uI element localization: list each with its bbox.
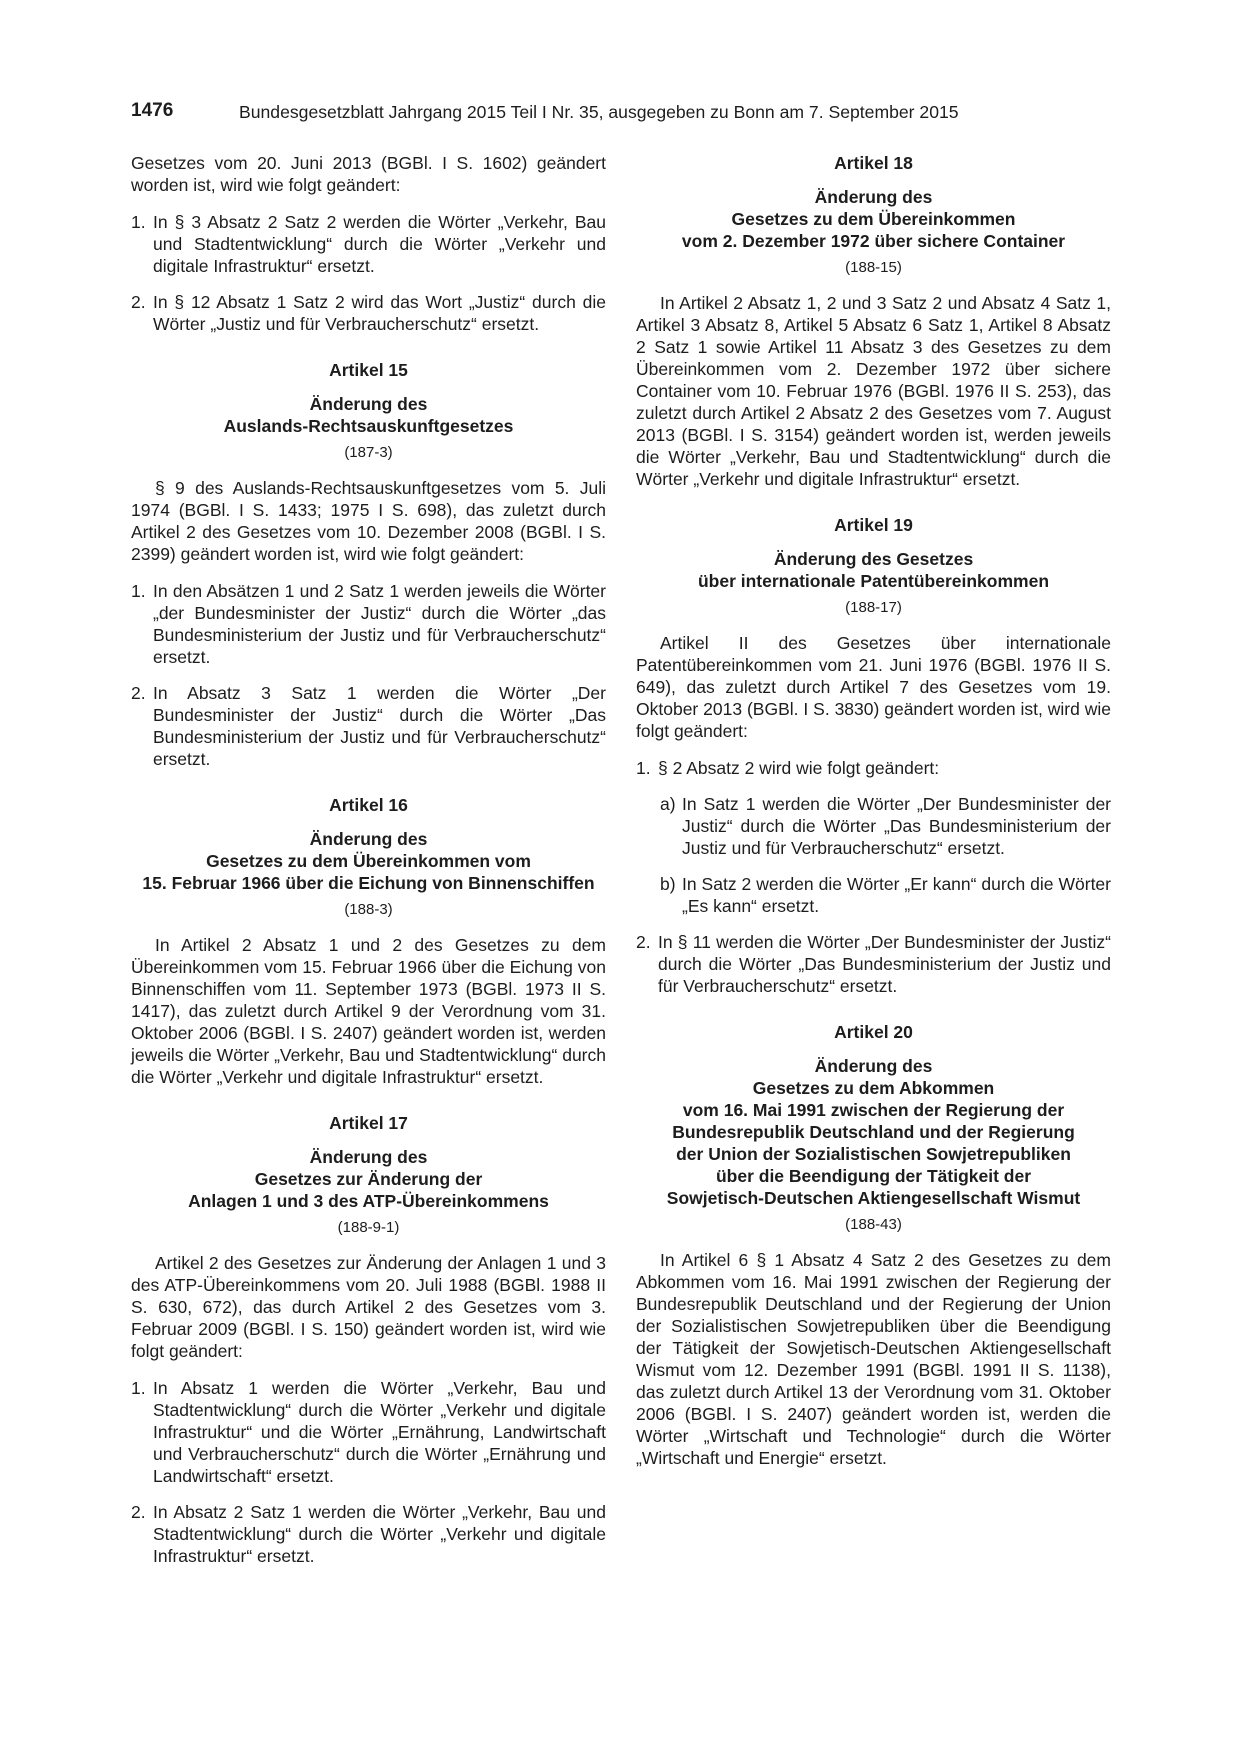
- article-title-line: Änderung des: [814, 187, 933, 207]
- article-title-line: Anlagen 1 und 3 des ATP-Übereinkommens: [188, 1191, 549, 1211]
- item-text: In § 12 Absatz 1 Satz 2 wird das Wort „Justiz“ durch die Wörter „Justiz und für Verbraucherschutz“ ersetzt.: [153, 292, 606, 334]
- item-number: 1.: [131, 581, 146, 601]
- item-text: In Absatz 2 Satz 1 werden die Wörter „Verkehr, Bau und Stadtentwicklung“ durch die Wörter „Verkehr und digitale Infrastruktur“ ersetzt.: [153, 1502, 606, 1566]
- item-text: In § 11 werden die Wörter „Der Bundesminister der Justiz“ durch die Wörter „Das Bundesministerium der Justiz und für Verbraucherschutz“ ersetzt.: [658, 932, 1111, 996]
- right-column: [636, 152, 1111, 1469]
- article-body: In Artikel 2 Absatz 1, 2 und 3 Satz 2 und Absatz 4 Satz 1, Artikel 3 Absatz 8, Artikel 5 Absatz 6 Satz 1, Artikel 8 Absatz 2 Satz 1 sowie Artikel 11 Absatz 3 des Gesetzes zu dem Übereinkommen vom 2. Dezember 1972 über sichere Container vom 10. Februar 1976 (BGBl. 1976 II S. 253), das zuletzt durch Artikel 2 Absatz 2 des Gesetzes vom 7. August 2013 (BGBl. I S. 3154) geändert worden ist, werden jeweils die Wörter „Verkehr, Bau und Stadtentwicklung“ durch die Wörter „Verkehr und digitale Infrastruktur“ ersetzt.: [636, 293, 1111, 489]
- article-label: Artikel 17: [329, 1113, 408, 1133]
- page-number: 1476: [131, 100, 174, 121]
- article-body: In Artikel 2 Absatz 1 und 2 des Gesetzes zu dem Übereinkommen vom 15. Februar 1966 über die Eichung von Binnenschiffen vom 11. September 1973 (BGBl. 1973 II S. 1417), das zuletzt durch Artikel 9 der Verordnung vom 31. Oktober 2006 (BGBl. I S. 2407) geändert worden ist, werden jeweils die Wörter „Verkehr, Bau und Stadtentwicklung“ durch die Wörter „Verkehr und digitale Infrastruktur“ ersetzt.: [131, 935, 606, 1087]
- list-item: [131, 1501, 606, 1567]
- list-item: [636, 931, 1111, 997]
- article-title-line: Änderung des: [309, 1147, 428, 1167]
- sub-item-letter: a): [660, 794, 676, 814]
- list-item: [131, 291, 606, 335]
- article-15: [131, 359, 606, 770]
- article-title-line: Gesetzes zu dem Übereinkommen vom: [206, 851, 531, 871]
- article-title-line: über internationale Patentübereinkommen: [697, 571, 1050, 591]
- item-number: 1.: [131, 212, 146, 232]
- article-title-line: vom 16. Mai 1991 zwischen der Regierung der: [682, 1100, 1065, 1120]
- item-number: 1.: [131, 1378, 146, 1398]
- article-body: § 9 des Auslands-Rechtsauskunftgesetzes vom 5. Juli 1974 (BGBl. I S. 1433; 1975 I S. 698), das zuletzt durch Artikel 2 des Gesetzes vom 10. Dezember 2008 (BGBl. I S. 2399) geändert worden ist, wird wie folgt geändert:: [131, 478, 606, 564]
- article-17: [131, 1112, 606, 1567]
- sub-item: [660, 793, 1111, 859]
- article-label: Artikel 19: [834, 515, 913, 535]
- item-text: In Absatz 3 Satz 1 werden die Wörter „Der Bundesminister der Justiz“ durch die Wörter „Das Bundesministerium der Justiz und für Verbraucherschutz“ ersetzt.: [153, 683, 606, 769]
- article-code: (188-15): [845, 259, 902, 276]
- article-title-line: Änderung des: [309, 394, 428, 414]
- article-18: [636, 152, 1111, 490]
- article-body: In Artikel 6 § 1 Absatz 4 Satz 2 des Gesetzes zu dem Abkommen vom 16. Mai 1991 zwischen der Regierung der Bundesrepublik Deutschland und der Regierung der Union der Sozialistischen Sowjetrepubliken über die Beendigung der Tätigkeit der Sowjetisch-Deutschen Aktiengesellschaft Wismut vom 12. Dezember 1991 (BGBl. 1991 II S. 1138), das zuletzt durch Artikel 13 der Verordnung vom 31. Oktober 2006 (BGBl. I S. 2407) geändert worden ist, werden die Wörter „Wirtschaft und Technologie“ durch die Wörter „Wirtschaft und Energie“ ersetzt.: [636, 1250, 1111, 1468]
- list-item: [131, 211, 606, 277]
- sub-item-text: In Satz 2 werden die Wörter „Er kann“ durch die Wörter „Es kann“ ersetzt.: [682, 874, 1111, 916]
- article-label: Artikel 20: [834, 1022, 913, 1042]
- article-title-line: Änderung des Gesetzes: [773, 549, 974, 569]
- article-label: Artikel 15: [329, 360, 408, 380]
- list-item: [636, 757, 1111, 779]
- list-item: [131, 682, 606, 770]
- article-title-line: Änderung des: [309, 829, 428, 849]
- article-20: [636, 1021, 1111, 1469]
- sub-item: [660, 873, 1111, 917]
- item-text: § 2 Absatz 2 wird wie folgt geändert:: [658, 758, 940, 778]
- article-title-line: über die Beendigung der Tätigkeit der: [715, 1166, 1032, 1186]
- sub-item-letter: b): [660, 874, 676, 894]
- article-code: (188-43): [845, 1216, 902, 1233]
- article-label: Artikel 16: [329, 795, 408, 815]
- article-title-line: vom 2. Dezember 1972 über sichere Container: [681, 231, 1066, 251]
- article-code: (188-9-1): [337, 1219, 400, 1236]
- header-title: Bundesgesetzblatt Jahrgang 2015 Teil I Nr. 35, ausgegeben zu Bonn am 7. September 2015: [239, 102, 959, 122]
- item-number: 1.: [636, 758, 651, 778]
- article-body: Artikel II des Gesetzes über internationale Patentübereinkommen vom 21. Juni 1976 (BGBl. 1976 II S. 649), das zuletzt durch Artikel 7 des Gesetzes vom 19. Oktober 2013 (BGBl. I S. 3830) geändert worden ist, wird wie folgt geändert:: [636, 633, 1111, 741]
- item-text: In den Absätzen 1 und 2 Satz 1 werden jeweils die Wörter „der Bundesminister der Justiz“ durch die Wörter „das Bundesministerium der Justiz und für Verbraucherschutz“ ersetzt.: [153, 581, 606, 667]
- article-title-line: 15. Februar 1966 über die Eichung von Binnenschiffen: [142, 873, 595, 893]
- item-number: 2.: [131, 292, 146, 312]
- article-code: (188-17): [845, 599, 902, 616]
- item-text: In § 3 Absatz 2 Satz 2 werden die Wörter „Verkehr, Bau und Stadtentwicklung“ durch die Wörter „Verkehr und digitale Infrastruktur“ ersetzt.: [153, 212, 606, 276]
- article-title-line: Gesetzes zu dem Übereinkommen: [731, 209, 1016, 229]
- article-16: [131, 794, 606, 1088]
- article-title-line: Sowjetisch-Deutschen Aktiengesellschaft Wismut: [666, 1188, 1081, 1208]
- list-item: [131, 580, 606, 668]
- intro-paragraph: Gesetzes vom 20. Juni 2013 (BGBl. I S. 1602) geändert worden ist, wird wie folgt geändert:: [131, 153, 606, 195]
- left-column: [131, 152, 606, 1581]
- article-title-line: Bundesrepublik Deutschland und der Regierung: [672, 1122, 1075, 1142]
- article-title-line: Auslands-Rechtsauskunftgesetzes: [223, 416, 514, 436]
- article-body: Artikel 2 des Gesetzes zur Änderung der Anlagen 1 und 3 des ATP-Übereinkommens vom 20. Juli 1988 (BGBl. 1988 II S. 630, 672), das durch Artikel 2 des Gesetzes vom 3. Februar 2009 (BGBl. I S. 150) geändert worden ist, wird wie folgt geändert:: [131, 1253, 606, 1361]
- article-title-line: Gesetzes zu dem Abkommen: [752, 1078, 995, 1098]
- article-title-line: Gesetzes zur Änderung der: [254, 1169, 483, 1189]
- article-19: [636, 514, 1111, 997]
- article-code: (187-3): [344, 444, 393, 461]
- item-number: 2.: [131, 683, 146, 703]
- sub-item-text: In Satz 1 werden die Wörter „Der Bundesminister der Justiz“ durch die Wörter „Das Bundesministerium der Justiz und für Verbraucherschutz“ ersetzt.: [682, 794, 1111, 858]
- page-header: [131, 100, 1111, 130]
- item-number: 2.: [131, 1502, 146, 1522]
- item-text: In Absatz 1 werden die Wörter „Verkehr, Bau und Stadtentwicklung“ durch die Wörter „Verkehr und digitale Infrastruktur“ und die Wörter „Ernährung, Landwirtschaft und Verbraucherschutz“ durch die Wörter „Ernährung und Landwirtschaft“ ersetzt.: [153, 1378, 606, 1486]
- article-code: (188-3): [344, 901, 393, 918]
- list-item: [131, 1377, 606, 1487]
- article-label: Artikel 18: [834, 153, 913, 173]
- item-number: 2.: [636, 932, 651, 952]
- article-title-line: der Union der Sozialistischen Sowjetrepubliken: [676, 1144, 1071, 1164]
- article-title-line: Änderung des: [814, 1056, 933, 1076]
